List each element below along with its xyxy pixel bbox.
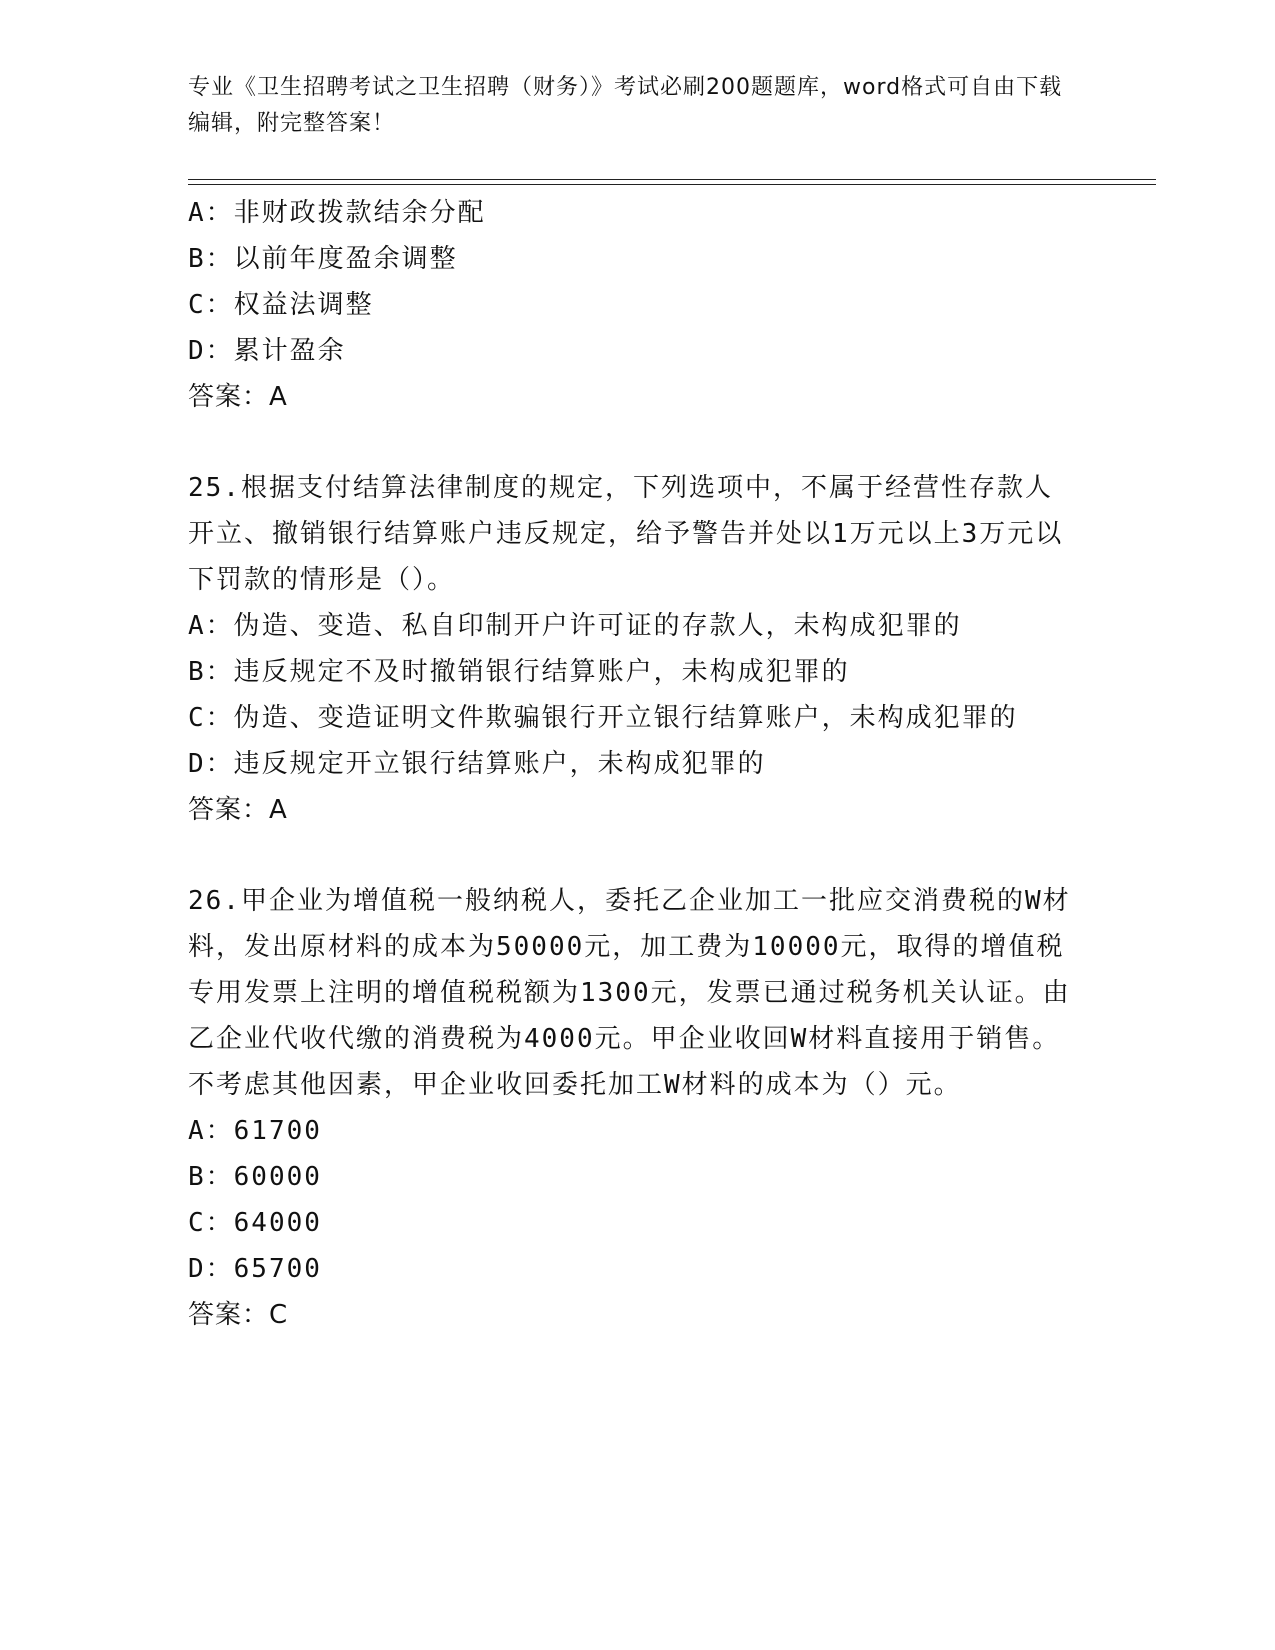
option-b: B：以前年度盈余调整 [188,244,458,274]
option-c: C：权益法调整 [188,290,374,320]
header-rule-bottom [188,184,1156,185]
option-a: A：非财政拨款结余分配 [188,198,486,228]
question-content [188,190,1078,1338]
header-rule-top [188,179,1156,180]
question-stem: 25.根据支付结算法律制度的规定，下列选项中，不属于经营性存款人开立、撤销银行结算账户违反规定，给予警告并处以1万元以上3万元以下罚款的情形是（）。 [188,473,1064,595]
option-c: C：伪造、变造证明文件欺骗银行开立银行结算账户，未构成犯罪的 [188,703,1018,733]
question-26-block [188,878,1078,1338]
document-header: 专业《卫生招聘考试之卫生招聘（财务）》考试必刷200题题库，word格式可自由下载编辑，附完整答案！ [188,75,1063,136]
option-d: D：违反规定开立银行结算账户，未构成犯罪的 [188,749,766,779]
option-a: A：伪造、变造、私自印制开户许可证的存款人，未构成犯罪的 [188,611,962,641]
question-stem: 26.甲企业为增值税一般纳税人，委托乙企业加工一批应交消费税的W材料，发出原材料的成本为50000元，加工费为10000元，取得的增值税专用发票上注明的增值税税额为1300元，发票已通过税务机关认证。由乙企业代收代缴的消费税为4000元。甲企业收回W材料直接用于销售。不考虑其他因素，甲企业收回委托加工W材料的成本为（）元。 [188,886,1071,1100]
answer-line: 答案：C [188,1300,289,1330]
spacer [188,420,1078,465]
option-d: D：65700 [188,1254,322,1284]
answer-line: 答案：A [188,795,288,825]
option-b: B：违反规定不及时撤销银行结算账户，未构成犯罪的 [188,657,850,687]
option-d: D：累计盈余 [188,336,346,366]
spacer [188,833,1078,878]
option-c: C：64000 [188,1208,322,1238]
question-25-block [188,465,1078,833]
option-a: A：61700 [188,1116,322,1146]
answer-line: 答案：A [188,382,288,412]
option-b: B：60000 [188,1162,322,1192]
prev-question-block [188,190,1078,420]
